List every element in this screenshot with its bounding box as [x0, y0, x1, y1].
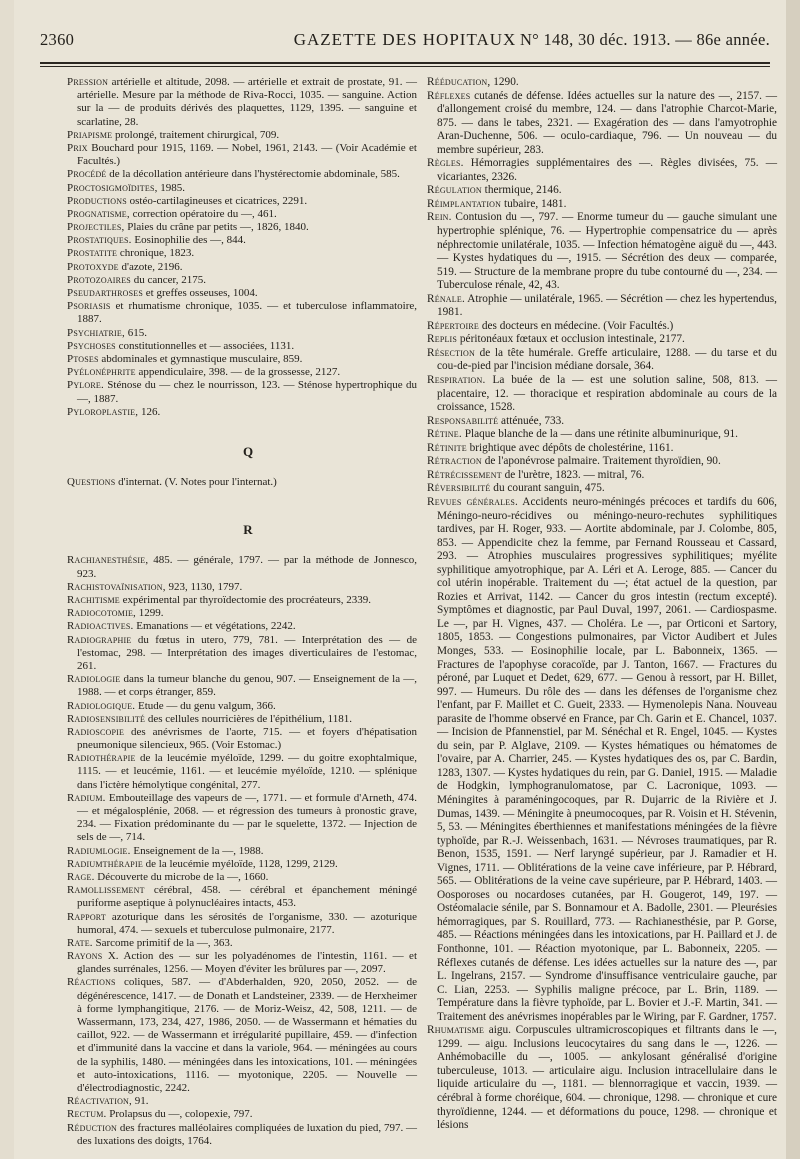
- entry-headword: Rachistovaïnisation,: [67, 580, 166, 593]
- entry-headword: Radiumlogie.: [67, 844, 131, 857]
- index-entry: [427, 157, 777, 184]
- entry-headword: Radiologie: [67, 673, 121, 686]
- index-entry: [427, 455, 777, 469]
- entry-text: de la leucémie myéloïde, 1128, 1299, 2129.: [142, 857, 338, 870]
- index-entry: [67, 858, 417, 871]
- entry-headword: Régulation: [427, 184, 482, 197]
- entry-headword: Rachitisme: [67, 594, 120, 606]
- entry-headword: Questions: [67, 476, 116, 489]
- entry-text: cutanés de défense. Idées actuelles sur la nature des —, 2157. — d'allongement croisé du membre, 124. — dans l'atrophie Charcot-Marie, 875. — dans le tabes, 2321. — Exagération des — dans l'amyotrophie Aran-Duchenne, 506. — oculo-cardiaque, 796. — Un nouveau — du membre supérieur, 283.: [437, 89, 777, 156]
- entry-headword: Radioscopie: [67, 725, 125, 738]
- index-entry: [67, 884, 417, 910]
- entry-text: Plaque blanche de la — dans une rétinite albuminurique, 91.: [461, 428, 738, 441]
- index-entry: [427, 90, 777, 158]
- index-entry: [67, 287, 417, 300]
- page: [14, 0, 786, 1159]
- entry-text: dans la tumeur blanche du genou, 907. — Enseignement de la —, 1988. — et corps étranger, 859.: [77, 673, 417, 699]
- entry-text: Eosinophilie des —, 844.: [131, 234, 246, 247]
- index-entry: [67, 554, 417, 580]
- entry-headword: Rétrécissement: [427, 468, 502, 481]
- entry-text: abdominales et gymnastique musculaire, 859.: [98, 352, 303, 365]
- index-entry: [67, 406, 417, 419]
- entry-text: 1290.: [490, 76, 519, 88]
- right-entries: [427, 76, 777, 1133]
- entry-headword: Rééducation,: [427, 76, 491, 88]
- entry-headword: Rétinite: [427, 441, 467, 454]
- entry-text: Plaies du crâne par petits —, 1826, 1840.: [124, 221, 309, 234]
- entry-text: Sarcome primitif de la —, 363.: [92, 936, 233, 949]
- index-entry: [67, 607, 417, 620]
- entry-headword: Réactions: [67, 976, 116, 989]
- entry-headword: Procédé: [67, 168, 107, 181]
- index-entry: [67, 950, 417, 976]
- entry-headword: Psoriasis: [67, 300, 111, 313]
- entry-text: des fractures malléolaires compliquées de luxation du pied, 797. — des luxations des doigts, 1764.: [77, 1121, 417, 1147]
- entry-headword: Pylore.: [67, 379, 104, 392]
- entry-headword: Priapisme: [67, 128, 113, 141]
- entry-text: prolongé, traitement chirurgical, 709.: [112, 128, 280, 141]
- index-entry: [67, 208, 417, 221]
- entry-text: Hémorragies supplémentaires des —. Règles divisées, 75. — vicariantes, 2326.: [437, 157, 777, 183]
- index-entry: [67, 673, 417, 699]
- entry-text: Enseignement de la —, 1988.: [130, 844, 264, 857]
- entry-text: péritonéaux fœtaux et occlusion intestinale, 2177.: [457, 333, 685, 346]
- index-entry: [427, 415, 777, 429]
- entry-text: tubaire, 1481.: [501, 197, 567, 210]
- header-rule-thin: [40, 66, 770, 67]
- right-column: [427, 76, 777, 1133]
- entry-headword: Ramollissement: [67, 884, 145, 897]
- entry-text: et greffes osseuses, 1004.: [143, 287, 258, 299]
- journal-title: GAZETTE DES HOPITAUX: [293, 30, 517, 49]
- entry-headword: Protozoaires: [67, 273, 131, 286]
- index-entry: [67, 634, 417, 674]
- entry-text: La buée de la — est une solution saline, 508, 813. — placentaire, 12. — thoracique et respiration abdominale au cours de la croissance, 1528.: [437, 374, 777, 414]
- entry-text: Embouteillage des vapeurs de —, 1771. — et formule d'Arneth, 474. — et mégalosplénie, 2068. — et régression des tumeurs à pronostic grave, 234. — Fixation prédominante du — par le squelette, 1372. — Injection de sels de —, 714.: [77, 791, 417, 844]
- entry-text: d'azote, 2196.: [118, 260, 183, 273]
- index-entry: [427, 76, 777, 90]
- index-entry: [67, 476, 417, 489]
- index-entry: [67, 1095, 417, 1108]
- entry-text: Etude — du genu valgum, 366.: [135, 699, 276, 712]
- index-entry: [67, 234, 417, 247]
- entry-text: Découverte du microbe de la —, 1660.: [94, 870, 269, 883]
- entry-headword: Productions: [67, 194, 127, 207]
- entry-headword: Radiocotomie,: [67, 607, 136, 620]
- entry-text: 615.: [124, 326, 147, 339]
- entry-headword: Rénale.: [427, 292, 465, 305]
- index-entry: [67, 129, 417, 142]
- entry-text: Contusion du —, 797. — Enorme tumeur du — gauche simulant une hypertrophie splénique, 76. — Hypertrophie compensatrice du — après néphrectomie unilatérale, 1035. — Infection hématogène aiguë du —, 443. — Kystes hydatiques du —, 1915. — Sécrétion des deux — comparée, 519. — Structure de la membrane propre du tube contourné du —, 234. — Tuberculose rénale, 42, 43.: [437, 211, 777, 292]
- entry-headword: Répertoire: [427, 319, 480, 332]
- index-entry: [67, 142, 417, 168]
- entry-text: de la décollation antérieure dans l'hystérectomie abdominale, 585.: [106, 168, 400, 181]
- header-rule-thick: [40, 62, 770, 64]
- index-entry: [427, 320, 777, 334]
- entry-headword: Prix: [67, 141, 88, 154]
- index-entry: [67, 340, 417, 353]
- index-entry: [67, 182, 417, 195]
- index-entry: [67, 871, 417, 884]
- entry-headword: Radiothérapie: [67, 752, 136, 765]
- entry-text: Accidents neuro-méningés précoces et tardifs du 606, Méningo-neuro-récidives ou méningo-neuro-rechutes syphilitiques tardives, par H. Roger, 933. — Aortite abdominale, par J. Colombe, 805, 853. — Appendicite chez la femme, par Fernand Rousseau et Cassard, 293. — Atrophies musculaires progressives syphilitiques; myélite syphilitique amyotrophique, par A. Léri et A. Leroge, 885. — Cancer du col utérin inopérable. Traitement du —; état actuel de la question, par Rozies et Arrivat, 1142. — Cancer du gros intestin (rectum excepté). Symptômes et diagnostic, par Paul Duval, 1997, 2061. — Cardiospasme. Le —, par H. Vignes, 437. — Choléra. Le —, par Orticoni et Sartory, 1805, 1853. — Congestions pulmonaires, par Victor Audibert et Jules Monges, 533. — Eosinophilie locale, par L. Babonneix, 1365. — Fractures de l'apophyse coracoïde, par J. Tanton, 1667. — Fractures du péroné, par Luquet et Dedet, 629, 677. — Genou à ressort, par H. Billet, 997. — Humeurs. Du rôle des — dans les défenses de l'organisme chez l'enfant, par F. Maillet et C. Gueit, 2333. — Hymenolepis Nana. Nouveau parasite de l'homme observé en France, par Ch. Garin et E. Chancel, 1037. — Incision de Pfannenstiel, par M. Sénéchal et R. Engel, 1045. — Kystes du sein, par P. Alglave, 2109. — Kystes hématiques ou hématomes de l'ovaire, par A. Charrier, 245. — Kystes hydatiques des os, par C. Bardin, 1283, 1307. — Kystes hydatiques du rein, par G. Daniel, 1915. — Maladie de Hodgkin, lymphogranulomatose, par C. Lacronique, 1093. — Méningites à paraméningocoques, par R. Dujarric de la Rivière et J. Dumas, 1439. — Méningite à pneumocoques, par R. Voisin et H. Stévenin, 5, 53. — Méningites éberthiennes et manifestations méningées de la fièvre typhoïde, par R.-J. Weissenbach, 1631. — Névroses traumatiques, par R. Benon, 1535, 1591. — Nerf laryngé supérieur, par J. Ramadier et H. Vignes, 1711. — Oblitérations de la veine cave inférieure, par P. Hébrard, 565. — Oblitérations de la veine cave supérieure, par P. Hébrard, 1403. — Oosporoses ou nocardoses cutanées, par H. Gougerot, 149, 197. — Ostéomalacie sénile, par S. Bonnamour et A. Badolle, 2301. — Pleurésies hémorragiques, par S. Rouillard, 773. — Rachianesthésie, par P. Gorse, 485. — Réactions méningées dans les intoxications, par H. Paillard et J. de Fonthonne, 101. — Réaction myotonique, par L. Babonneix, 2205. — Réflexes cutanés de défense. Les idées actuelles sur la nature des —, par L. Ingelrans, 2157. — Syndrome d'insuffisance ventriculaire gauche, par C. Lian, 2253. — Syphilis maligne précoce, par L. Brin, 1189. — Température dans la fièvre typhoïde, par L. Bovier et J.-F. Martin, 341. — Traitement des anévrismes inopérables par le Wiring, par F. Gardner, 1757.: [437, 495, 777, 1023]
- page-gutter: [786, 0, 800, 1159]
- entry-headword: Rayons: [67, 950, 103, 963]
- entry-headword: Rein.: [427, 211, 452, 224]
- running-header: [40, 30, 770, 54]
- left-entries: [67, 76, 417, 419]
- entry-headword: Rage.: [67, 870, 95, 883]
- entry-text: Atrophie — unilatérale, 1965. — Sécrétion — chez les hypertendus, 1981.: [437, 292, 777, 319]
- index-entry: [67, 379, 417, 405]
- entry-text: des anévrismes de l'aorte, 715. — et foyers d'hépatisation pneumonique silencieux, 965. (Voir Estomac.): [77, 725, 417, 752]
- index-entry: [67, 752, 417, 792]
- left-column: [67, 76, 417, 1148]
- entry-headword: Rectum.: [67, 1108, 107, 1121]
- entry-headword: Radiumthérapie: [67, 857, 143, 870]
- entry-headword: Rétine.: [427, 428, 462, 441]
- index-entry: [427, 211, 777, 292]
- entry-headword: Psychoses: [67, 339, 116, 352]
- entry-text: expérimental par thyroïdectomie des procréateurs, 2339.: [119, 594, 371, 606]
- entry-text: et rhumatisme chronique, 1035. — et tuberculose inflammatoire, 1887.: [77, 300, 417, 326]
- entry-headword: Résection: [427, 346, 475, 359]
- index-entry: [427, 374, 777, 415]
- entry-headword: Radiographie: [67, 633, 132, 646]
- index-entry: [67, 366, 417, 379]
- index-entry: [427, 469, 777, 483]
- entry-headword: Radioactives.: [67, 620, 134, 633]
- entry-text: d'internat. (V. Notes pour l'internat.): [115, 476, 277, 489]
- entry-headword: Projectiles,: [67, 221, 125, 234]
- entry-text: des docteurs en médecine. (Voir Facultés.): [479, 319, 674, 332]
- section-letter-q: Q: [242, 443, 254, 459]
- entry-headword: Rachianesthésie,: [67, 554, 149, 567]
- index-entry: [67, 247, 417, 260]
- index-entry: [427, 428, 777, 442]
- index-entry: [67, 581, 417, 594]
- index-entry: [67, 594, 417, 607]
- entry-headword: Pression: [67, 76, 109, 88]
- index-entry: [67, 168, 417, 181]
- entry-text: ostéo-cartilagineuses et cicatrices, 2291.: [126, 194, 308, 207]
- entry-text: coliques, 587. — d'Abderhalden, 920, 2050, 2052. — de dégénérescence, 1417. — de Donath et Landsteiner, 2339. — de Herxheimer à forme lymphangitique, 2176. — de Moriz-Weisz, 42, 508, 1211. — de Wassermann, 173, 234, 427, 1986, 2050. — de Wassermann et hématies du caillot, 922. — de Wassermann et irrégularité pupillaire, 459. — d'infection et d'immunité dans la vaccine et dans la variole, 964. — méningées au cours de la syphilis, 1480. — méningées dans les intoxications, 101. — méningées et auto-intoxications, 1116. — myotonique, 2205. — Nouvelle — d'électrodiagnostic, 2242.: [77, 976, 417, 1094]
- index-entry: [427, 482, 777, 496]
- index-entry: [67, 1122, 417, 1148]
- index-entry: [67, 221, 417, 234]
- entry-text: Bouchard pour 1915, 1169. — Nobel, 1961, 2143. — (Voir Académie et Facultés.): [77, 141, 417, 168]
- index-entry: [67, 327, 417, 340]
- entry-headword: Réimplantation: [427, 197, 502, 210]
- index-entry: [427, 333, 777, 347]
- entry-headword: Pyélonéphrite: [67, 366, 136, 379]
- index-entry: [67, 195, 417, 208]
- index-entry: [67, 76, 417, 129]
- r-entries: [67, 554, 417, 1147]
- index-entry: [427, 198, 777, 212]
- q-entries: [67, 476, 417, 489]
- index-entry: [67, 1108, 417, 1121]
- entry-headword: Pyloroplastie,: [67, 405, 139, 418]
- index-entry: [427, 442, 777, 456]
- entry-headword: Prostatite: [67, 247, 118, 260]
- entry-headword: Rhumatisme: [427, 1024, 485, 1037]
- section-letter-r: R: [243, 522, 253, 538]
- page-number: 2360: [40, 30, 75, 49]
- entry-text: 1299.: [135, 607, 164, 620]
- entry-text: 91.: [131, 1095, 149, 1108]
- entry-text: artérielle et altitude, 2098. — artérielle et extrait de prostate, 91. — artérielle. Mesure par la méthode de Riva-Rocci, 1035. — sanguine. Action sur la — de produits dérivés des plaquettes, 1129, 1395. — sanguine et scarlatine, 28.: [77, 76, 417, 128]
- entry-text: appendiculaire, 398. — de la grossesse, 2127.: [135, 366, 341, 379]
- index-entry: [67, 261, 417, 274]
- entry-headword: Rapport: [67, 910, 106, 923]
- entry-headword: Respiration.: [427, 374, 486, 387]
- entry-text: brightique avec dépôts de cholestérine, 1161.: [466, 441, 674, 454]
- entry-headword: Pseudarthroses: [67, 287, 144, 299]
- entry-text: des cellules nourricières de l'épithélium, 1181.: [145, 712, 352, 725]
- entry-headword: Prognatisme,: [67, 207, 130, 220]
- index-entry: [427, 184, 777, 198]
- entry-headword: Radiologique.: [67, 699, 136, 712]
- index-entry: [67, 792, 417, 845]
- entry-headword: Réactivation,: [67, 1095, 132, 1108]
- entry-headword: Réversibilité: [427, 482, 491, 495]
- entry-text: de l'urètre, 1823. — mitral, 76.: [501, 468, 645, 481]
- index-entry: [67, 700, 417, 713]
- entry-text: 126.: [138, 405, 161, 418]
- entry-text: du courant sanguin, 475.: [490, 482, 605, 495]
- entry-text: X. Action des — sur les polyadénomes de l'intestin, 1161. — et glandes surrénales, 1256. — Moyen d'éviter les brûlures par —, 2097.: [77, 950, 417, 976]
- entry-headword: Replis: [427, 333, 458, 346]
- index-entry: [67, 937, 417, 950]
- entry-text: de l'aponévrose palmaire. Traitement thyroïdien, 90.: [481, 455, 721, 468]
- entry-headword: Ptoses: [67, 352, 99, 365]
- index-entry: [427, 1024, 777, 1132]
- entry-text: de la leucémie myéloïde, 1299. — du goitre exophtalmique, 1115. — et leucémie, 1161. — et leucémie myéloïde, 1210. — splénique dans l'ictère hémolytique congénital, 277.: [77, 752, 417, 791]
- entry-text: de la tête humérale. Greffe articulaire, 1288. — du tarse et du cou-de-pied par l'incision médiane dorsale, 364.: [437, 346, 777, 373]
- entry-text: Prolapsus du —, colopexie, 797.: [106, 1108, 253, 1121]
- entry-headword: Radium.: [67, 791, 106, 804]
- entry-headword: Protoxyde: [67, 260, 119, 273]
- issue-info: N° 148, 30 déc. 1913. — 86e année.: [519, 30, 770, 49]
- entry-headword: Psychiatrie,: [67, 326, 125, 339]
- index-entry: [67, 726, 417, 752]
- index-entry: [67, 845, 417, 858]
- entry-text: aigu. Corpuscules ultramicroscopiques et filtrants dans le —, 1299. — aigu. Inclusions leucocytaires du sang dans le —, 1226. — Anhémobacille du —, 1005. — ankylosant généralisé d'origine tuberculeuse, 1013. — articulaire aigu. Inclusion intracellulaire dans le liquide articulaire du —, 1181. — blennorragique et vaccin, 1939. — cérébral à forme choréique, 604. — chronique, 1298. — chronique et cure thyroïdienne, 1244. — et déformations du pouce, 1298. — chronique et lésions: [437, 1024, 777, 1132]
- index-entry: [67, 620, 417, 633]
- entry-text: azoturique dans les sérosités de l'organisme, 330. — azoturique humoral, 474. — sexuels et tuberculose pulmonaire, 2177.: [77, 910, 417, 936]
- entry-headword: Proctosigmoïdites,: [67, 181, 158, 194]
- entry-headword: Radiosensibilité: [67, 712, 146, 725]
- entry-text: 1985.: [157, 181, 186, 194]
- entry-text: thermique, 2146.: [481, 184, 562, 197]
- index-entry: [67, 353, 417, 366]
- entry-text: du cancer, 2175.: [130, 273, 206, 286]
- entry-headword: Règles.: [427, 157, 464, 170]
- entry-text: correction opératoire du —, 461.: [129, 207, 277, 220]
- entry-text: cérébral, 458. — cérébral et épanchement méningé puriforme aseptique à polynucléaires intacts, 453.: [77, 884, 417, 910]
- entry-headword: Revues générales.: [427, 495, 519, 508]
- entry-text: Emanations — et végétations, 2242.: [133, 620, 296, 633]
- entry-text: atténuée, 733.: [498, 414, 565, 427]
- entry-text: constitutionnelles et — associées, 1131.: [115, 339, 295, 352]
- index-entry: [67, 274, 417, 287]
- entry-text: 485. — générale, 1797. — par la méthode de Jonnesco, 923.: [77, 554, 417, 580]
- entry-headword: Responsabilité: [427, 414, 499, 427]
- index-entry: [427, 347, 777, 374]
- index-entry: [427, 496, 777, 1024]
- entry-headword: Prostatiques.: [67, 234, 132, 247]
- entry-text: du fœtus in utero, 779, 781. — Interprétation des — de l'estomac, 298. — Interprétation des images diverticulaires de l'estomac, 261.: [77, 633, 417, 672]
- index-entry: [427, 293, 777, 320]
- entry-text: Sténose du — chez le nourrisson, 123. — Sténose hypertrophique du —, 1887.: [77, 379, 417, 405]
- entry-headword: Réduction: [67, 1121, 118, 1134]
- index-entry: [67, 713, 417, 726]
- entry-headword: Réflexes: [427, 89, 471, 102]
- entry-text: 923, 1130, 1797.: [165, 580, 243, 593]
- entry-text: chronique, 1823.: [117, 247, 195, 260]
- index-entry: [67, 976, 417, 1095]
- entry-headword: Rétraction: [427, 455, 482, 468]
- index-entry: [67, 911, 417, 937]
- entry-headword: Rate.: [67, 936, 93, 949]
- index-entry: [67, 300, 417, 326]
